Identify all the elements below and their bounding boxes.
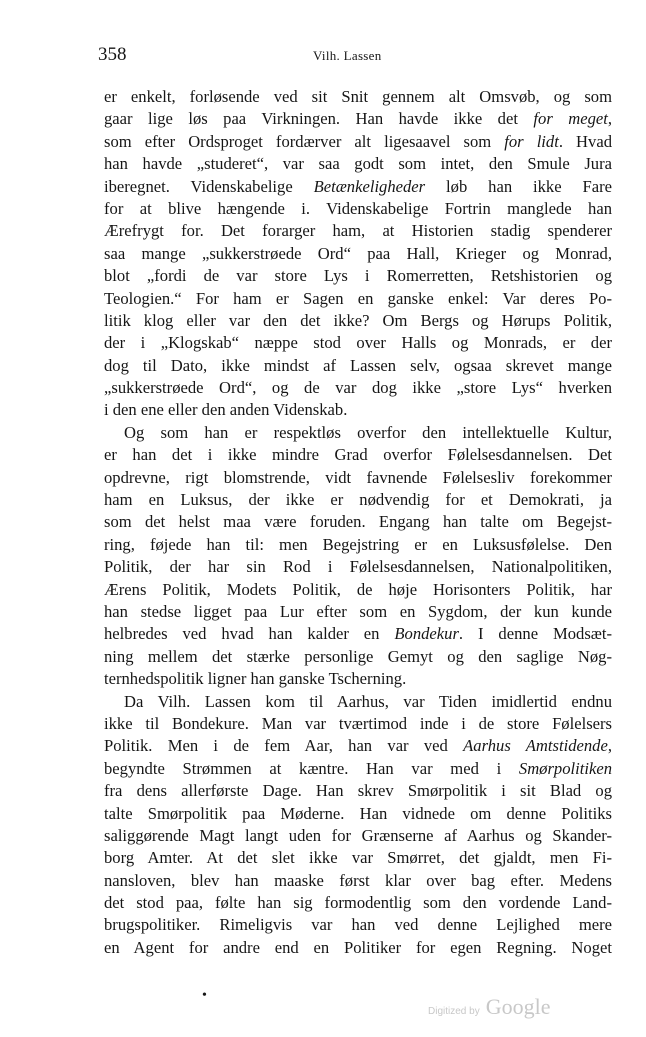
text-line: blot „fordi de var store Lys i Romerretten, Retshistorien og [104,266,612,286]
text-line: litik klog eller var den det ikke? Om Bergs og Hørups Politik, [104,310,612,330]
text-line: en Agent for andre end en Politiker for egen Regning. Noget [104,937,612,957]
watermark-prefix: Digitized by [428,1006,480,1017]
text-line: saliggørende Magt langt uden for Grænserne af Aarhus og Skander- [104,825,612,845]
page-header [98,44,618,68]
text-line: det stod paa, følte han sig formodentlig som den vordende Land- [104,893,612,913]
text-line: brugspolitiker. Rimeligvis var han ved denne Lejlighed mere [104,915,612,935]
text-line: borg Amter. At det slet ikke var Smørret, det gjaldt, men Fi- [104,848,612,868]
text-line: i den ene eller den anden Videnskab. [104,400,348,420]
text-line: som det helst maa være foruden. Engang han talte om Begejst- [104,512,612,532]
stray-mark: • [202,988,207,1003]
text-line: Og som han er respektløs overfor den intellektuelle Kultur, [124,422,612,442]
page-number: 358 [98,44,127,65]
text-line: Ærens Politik, Modets Politik, de høje Horisonters Politik, har [104,579,612,599]
text-line: gaar lige løs paa Virkningen. Han havde ikke det for meget, [104,109,612,129]
text-line: helbredes ved hvad han kalder en Bondekur. I denne Modsæt- [104,624,612,644]
text-line: dog til Dato, ikke mindst af Lassen selv, ogsaa skrevet mange [104,355,612,375]
watermark-brand: Google [485,994,551,1019]
text-line: talte Smørpolitik paa Møderne. Han vidnede om denne Politiks [104,803,612,823]
text-line: Politik, der har sin Rod i Følelsesdannelsen, Nationalpolitiken, [104,557,612,577]
text-line: Ærefrygt for. Det forarger ham, at Historien stadig spenderer [104,221,612,241]
text-line: „sukkerstrøede Ord“, og de var dog ikke „store Lys“ hverken [104,378,612,398]
text-line: iberegnet. Videnskabelige Betænkeligheder løb han ikke Fare [104,176,612,196]
text-line: som efter Ordsproget fordærver alt ligesaavel som for lidt. Hvad [104,131,612,151]
text-line: opdrevne, rigt blomstrende, vidt favnende Følelsesliv forekommer [104,467,612,487]
text-line: han stedse ligget paa Lur efter som en Sygdom, der kun kunde [104,601,612,621]
text-line: Politik. Men i de fem Aar, han var ved Aarhus Amtstidende, [104,736,612,756]
text-line: Teologien.“ For ham er Sagen en ganske enkel: Var deres Po- [104,288,612,308]
body-text [104,86,612,959]
text-line: for at blive hængende i. Videnskabelige Fortrin manglede han [104,198,612,218]
text-line: Da Vilh. Lassen kom til Aarhus, var Tiden imidlertid endnu [124,691,612,711]
text-line: ham en Luksus, der ikke er nødvendig for et Demokrati, ja [104,490,612,510]
running-head: Vilh. Lassen [313,48,382,63]
text-line: der i „Klogskab“ næppe stod over Halls og Monrads, er der [104,333,612,353]
text-line: ning mellem det stærke personlige Gemyt og den saglige Nøg- [104,646,612,666]
text-line: begyndte Strømmen at kæntre. Han var med i Smørpolitiken [104,758,612,778]
text-line: ring, føjede han til: men Begejstring er en Luksusfølelse. Den [104,534,612,554]
text-line: er han det i ikke mindre Grad overfor Følelsesdannelsen. Det [104,445,612,465]
text-line: ternhedspolitik ligner han ganske Tscherning. [104,669,407,689]
text-line: ikke til Bondekure. Man var tværtimod inde i de store Følelsers [104,713,612,733]
text-line: fra dens allerførste Dage. Han skrev Smørpolitik i sit Blad og [104,781,612,801]
text-line: saa mange „sukkerstrøede Ord“ paa Hall, Krieger og Monrad, [104,243,612,263]
digitized-by-google-watermark [428,994,550,1020]
text-line: er enkelt, forløsende ved sit Snit gennem alt Omsvøb, og som [104,87,612,106]
text-line: nansloven, blev han maaske først klar over bag efter. Medens [104,870,612,890]
text-line: han havde „studeret“, var saa godt som intet, den Smule Jura [104,154,612,174]
